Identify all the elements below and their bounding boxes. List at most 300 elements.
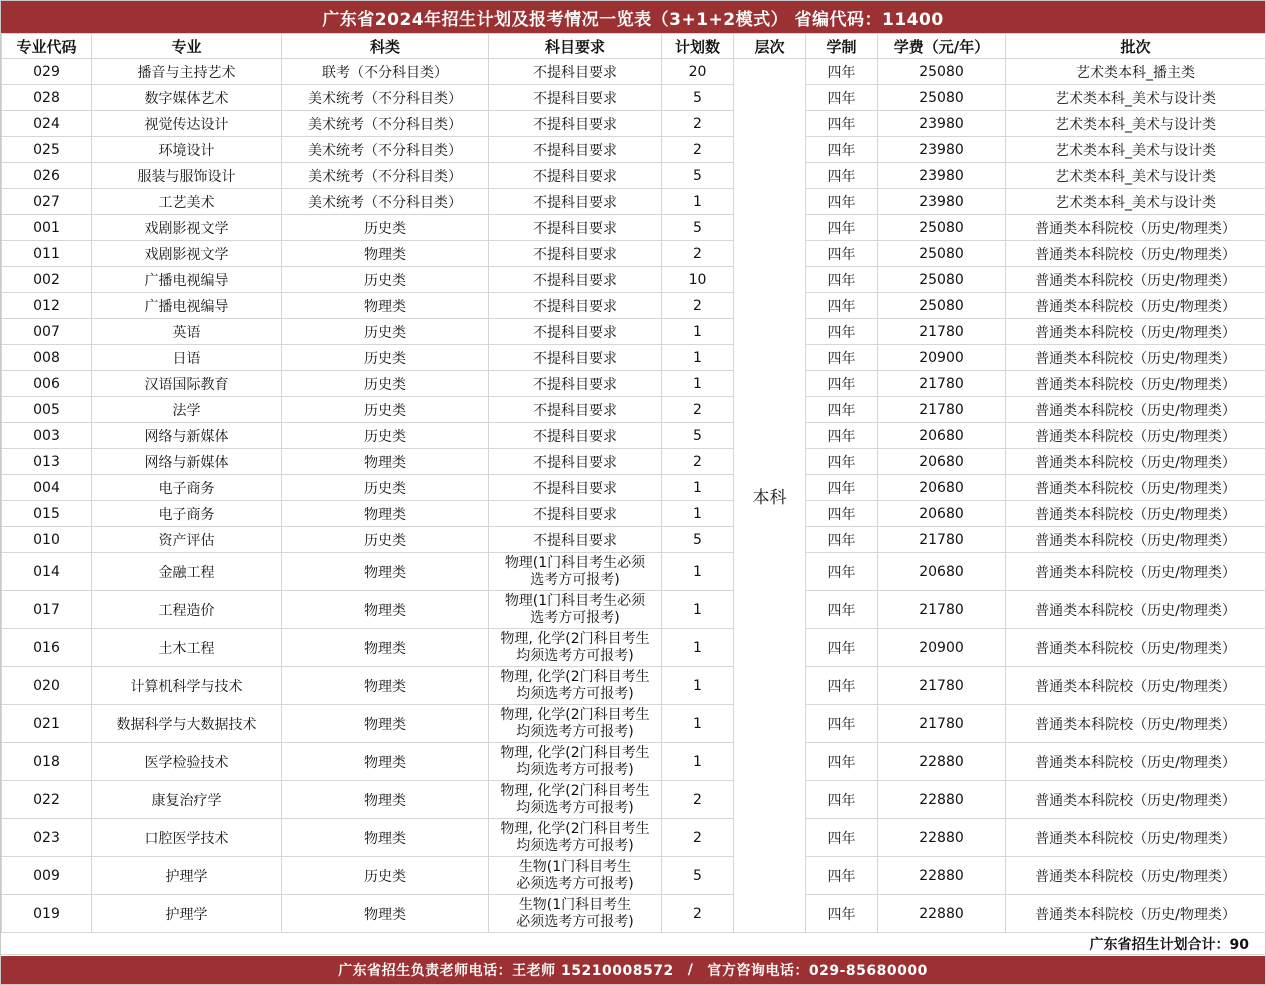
cell-subject-requirement xyxy=(489,743,662,781)
cell-subject-requirement xyxy=(489,527,662,553)
cell-plan-count: 2 xyxy=(662,781,734,819)
cell-batch: 普通类本科院校（历史/物理类） xyxy=(1006,501,1266,527)
cell-plan-count: 2 xyxy=(662,137,734,163)
table-row xyxy=(2,743,1266,781)
cell-plan-count: 1 xyxy=(662,345,734,371)
cell-duration: 四年 xyxy=(806,475,878,501)
table-row xyxy=(2,137,1266,163)
cell-category: 物理类 xyxy=(282,819,489,857)
header-code: 专业代码 xyxy=(2,34,92,59)
cell-subject-requirement xyxy=(489,667,662,705)
cell-batch: 普通类本科院校（历史/物理类） xyxy=(1006,857,1266,895)
contact-footer xyxy=(1,956,1265,984)
cell-duration: 四年 xyxy=(806,345,878,371)
cell-category: 物理类 xyxy=(282,781,489,819)
cell-major: 播音与主持艺术 xyxy=(92,59,282,85)
cell-duration: 四年 xyxy=(806,501,878,527)
cell-code: 021 xyxy=(2,705,92,743)
cell-plan-count: 10 xyxy=(662,267,734,293)
cell-plan-count: 1 xyxy=(662,705,734,743)
cell-code: 008 xyxy=(2,345,92,371)
header-category: 科类 xyxy=(282,34,489,59)
cell-batch: 普通类本科院校（历史/物理类） xyxy=(1006,371,1266,397)
plan-total: 广东省招生计划合计：90 xyxy=(1,933,1265,955)
requirement-line: 不提科目要求 xyxy=(533,402,617,419)
cell-duration: 四年 xyxy=(806,591,878,629)
cell-category: 美术统考（不分科目类） xyxy=(282,137,489,163)
cell-plan-count: 5 xyxy=(662,163,734,189)
table-row xyxy=(2,423,1266,449)
requirement-line: 不提科目要求 xyxy=(533,428,617,445)
cell-category: 历史类 xyxy=(282,267,489,293)
table-row xyxy=(2,857,1266,895)
cell-batch: 普通类本科院校（历史/物理类） xyxy=(1006,667,1266,705)
table-row xyxy=(2,553,1266,591)
cell-code: 025 xyxy=(2,137,92,163)
footer-separator: / xyxy=(687,962,694,978)
table-row xyxy=(2,215,1266,241)
table-row xyxy=(2,85,1266,111)
cell-batch: 普通类本科院校（历史/物理类） xyxy=(1006,397,1266,423)
cell-batch: 艺术类本科_美术与设计类 xyxy=(1006,163,1266,189)
cell-duration: 四年 xyxy=(806,163,878,189)
table-row xyxy=(2,371,1266,397)
requirement-line: 物理, 化学(2门科目考生 xyxy=(500,668,650,685)
cell-category: 历史类 xyxy=(282,371,489,397)
cell-batch: 普通类本科院校（历史/物理类） xyxy=(1006,345,1266,371)
cell-major: 资产评估 xyxy=(92,527,282,553)
cell-duration: 四年 xyxy=(806,111,878,137)
cell-plan-count: 1 xyxy=(662,319,734,345)
requirement-line: 不提科目要求 xyxy=(533,272,617,289)
cell-major: 数字媒体艺术 xyxy=(92,85,282,111)
requirement-line: 物理(1门科目考生必须 xyxy=(504,592,646,609)
cell-category: 历史类 xyxy=(282,345,489,371)
table-row xyxy=(2,189,1266,215)
cell-category: 物理类 xyxy=(282,895,489,933)
cell-code: 019 xyxy=(2,895,92,933)
requirement-line: 生物(1门科目考生 xyxy=(518,896,632,913)
requirement-line: 不提科目要求 xyxy=(533,220,617,237)
cell-plan-count: 1 xyxy=(662,475,734,501)
requirement-line: 均须选考方可报考) xyxy=(516,647,634,664)
cell-major: 视觉传达设计 xyxy=(92,111,282,137)
requirement-line: 不提科目要求 xyxy=(533,532,617,549)
cell-major: 环境设计 xyxy=(92,137,282,163)
cell-category: 物理类 xyxy=(282,241,489,267)
cell-batch: 普通类本科院校（历史/物理类） xyxy=(1006,215,1266,241)
cell-duration: 四年 xyxy=(806,553,878,591)
table-row xyxy=(2,629,1266,667)
cell-batch: 普通类本科院校（历史/物理类） xyxy=(1006,591,1266,629)
cell-code: 014 xyxy=(2,553,92,591)
footer-hotline: 官方咨询电话：029-85680000 xyxy=(707,963,928,979)
table-row xyxy=(2,111,1266,137)
cell-duration: 四年 xyxy=(806,781,878,819)
cell-subject-requirement xyxy=(489,819,662,857)
cell-subject-requirement xyxy=(489,137,662,163)
cell-code: 005 xyxy=(2,397,92,423)
cell-plan-count: 5 xyxy=(662,85,734,111)
cell-tuition: 23980 xyxy=(878,111,1006,137)
cell-duration: 四年 xyxy=(806,241,878,267)
cell-tuition: 22880 xyxy=(878,743,1006,781)
cell-category: 物理类 xyxy=(282,591,489,629)
cell-code: 007 xyxy=(2,319,92,345)
cell-code: 022 xyxy=(2,781,92,819)
cell-tuition: 20680 xyxy=(878,449,1006,475)
cell-category: 美术统考（不分科目类） xyxy=(282,163,489,189)
table-row xyxy=(2,705,1266,743)
cell-subject-requirement xyxy=(489,267,662,293)
cell-tuition: 21780 xyxy=(878,371,1006,397)
cell-tuition: 21780 xyxy=(878,319,1006,345)
cell-plan-count: 5 xyxy=(662,527,734,553)
cell-batch: 普通类本科院校（历史/物理类） xyxy=(1006,423,1266,449)
cell-major: 口腔医学技术 xyxy=(92,819,282,857)
cell-category: 历史类 xyxy=(282,397,489,423)
header-plan-count: 计划数 xyxy=(662,34,734,59)
cell-subject-requirement xyxy=(489,293,662,319)
cell-category: 物理类 xyxy=(282,553,489,591)
cell-level: 本科 xyxy=(734,59,806,933)
cell-tuition: 21780 xyxy=(878,667,1006,705)
cell-duration: 四年 xyxy=(806,397,878,423)
cell-subject-requirement xyxy=(489,591,662,629)
requirement-line: 不提科目要求 xyxy=(533,168,617,185)
requirement-line: 不提科目要求 xyxy=(533,142,617,159)
cell-code: 006 xyxy=(2,371,92,397)
cell-plan-count: 20 xyxy=(662,59,734,85)
cell-batch: 艺术类本科_播主类 xyxy=(1006,59,1266,85)
cell-plan-count: 1 xyxy=(662,501,734,527)
cell-category: 历史类 xyxy=(282,857,489,895)
cell-batch: 艺术类本科_美术与设计类 xyxy=(1006,137,1266,163)
cell-plan-count: 2 xyxy=(662,895,734,933)
cell-category: 美术统考（不分科目类） xyxy=(282,111,489,137)
cell-category: 物理类 xyxy=(282,705,489,743)
cell-major: 英语 xyxy=(92,319,282,345)
cell-plan-count: 2 xyxy=(662,293,734,319)
cell-subject-requirement xyxy=(489,189,662,215)
header-level: 层次 xyxy=(734,34,806,59)
cell-code: 003 xyxy=(2,423,92,449)
cell-batch: 普通类本科院校（历史/物理类） xyxy=(1006,705,1266,743)
cell-duration: 四年 xyxy=(806,819,878,857)
table-row xyxy=(2,163,1266,189)
header-batch: 批次 xyxy=(1006,34,1266,59)
cell-tuition: 20900 xyxy=(878,629,1006,667)
cell-code: 012 xyxy=(2,293,92,319)
cell-major: 工程造价 xyxy=(92,591,282,629)
cell-duration: 四年 xyxy=(806,667,878,705)
cell-duration: 四年 xyxy=(806,629,878,667)
cell-tuition: 21780 xyxy=(878,705,1006,743)
requirement-line: 物理, 化学(2门科目考生 xyxy=(500,744,650,761)
cell-major: 数据科学与大数据技术 xyxy=(92,705,282,743)
cell-major: 电子商务 xyxy=(92,475,282,501)
requirement-line: 均须选考方可报考) xyxy=(516,761,634,778)
cell-code: 013 xyxy=(2,449,92,475)
cell-tuition: 22880 xyxy=(878,781,1006,819)
table-row xyxy=(2,819,1266,857)
requirement-line: 必须选考方可报考) xyxy=(516,875,634,892)
cell-category: 物理类 xyxy=(282,293,489,319)
table-header-row xyxy=(2,34,1266,59)
cell-category: 物理类 xyxy=(282,629,489,667)
requirement-line: 不提科目要求 xyxy=(533,350,617,367)
cell-plan-count: 1 xyxy=(662,553,734,591)
cell-code: 026 xyxy=(2,163,92,189)
cell-plan-count: 5 xyxy=(662,857,734,895)
header-major: 专业 xyxy=(92,34,282,59)
requirement-line: 选考方可报考) xyxy=(530,609,620,626)
cell-subject-requirement xyxy=(489,397,662,423)
cell-category: 物理类 xyxy=(282,667,489,705)
cell-code: 011 xyxy=(2,241,92,267)
enrollment-table xyxy=(1,33,1266,933)
requirement-line: 均须选考方可报考) xyxy=(516,837,634,854)
table-row xyxy=(2,527,1266,553)
requirement-line: 不提科目要求 xyxy=(533,480,617,497)
cell-subject-requirement xyxy=(489,629,662,667)
cell-duration: 四年 xyxy=(806,59,878,85)
cell-plan-count: 2 xyxy=(662,819,734,857)
header-tuition: 学费（元/年） xyxy=(878,34,1006,59)
cell-plan-count: 5 xyxy=(662,215,734,241)
cell-major: 土木工程 xyxy=(92,629,282,667)
cell-major: 金融工程 xyxy=(92,553,282,591)
cell-batch: 普通类本科院校（历史/物理类） xyxy=(1006,449,1266,475)
cell-major: 法学 xyxy=(92,397,282,423)
cell-tuition: 21780 xyxy=(878,527,1006,553)
cell-code: 018 xyxy=(2,743,92,781)
table-row xyxy=(2,501,1266,527)
cell-major: 医学检验技术 xyxy=(92,743,282,781)
cell-subject-requirement xyxy=(489,895,662,933)
cell-code: 020 xyxy=(2,667,92,705)
cell-duration: 四年 xyxy=(806,527,878,553)
cell-tuition: 22880 xyxy=(878,895,1006,933)
table-row xyxy=(2,241,1266,267)
cell-code: 023 xyxy=(2,819,92,857)
cell-batch: 普通类本科院校（历史/物理类） xyxy=(1006,743,1266,781)
cell-major: 广播电视编导 xyxy=(92,293,282,319)
table-row xyxy=(2,449,1266,475)
cell-tuition: 21780 xyxy=(878,591,1006,629)
cell-tuition: 20680 xyxy=(878,475,1006,501)
cell-subject-requirement xyxy=(489,215,662,241)
cell-category: 历史类 xyxy=(282,423,489,449)
cell-code: 029 xyxy=(2,59,92,85)
cell-major: 广播电视编导 xyxy=(92,267,282,293)
cell-duration: 四年 xyxy=(806,319,878,345)
cell-code: 028 xyxy=(2,85,92,111)
cell-tuition: 25080 xyxy=(878,267,1006,293)
cell-major: 护理学 xyxy=(92,857,282,895)
cell-tuition: 25080 xyxy=(878,85,1006,111)
cell-plan-count: 1 xyxy=(662,667,734,705)
cell-duration: 四年 xyxy=(806,189,878,215)
cell-subject-requirement xyxy=(489,553,662,591)
cell-category: 历史类 xyxy=(282,215,489,241)
table-body xyxy=(2,59,1266,933)
cell-major: 汉语国际教育 xyxy=(92,371,282,397)
cell-category: 历史类 xyxy=(282,319,489,345)
cell-tuition: 23980 xyxy=(878,189,1006,215)
cell-code: 016 xyxy=(2,629,92,667)
table-row xyxy=(2,319,1266,345)
cell-duration: 四年 xyxy=(806,705,878,743)
cell-category: 历史类 xyxy=(282,475,489,501)
table-row xyxy=(2,267,1266,293)
cell-category: 物理类 xyxy=(282,501,489,527)
requirement-line: 不提科目要求 xyxy=(533,376,617,393)
cell-tuition: 22880 xyxy=(878,819,1006,857)
cell-major: 护理学 xyxy=(92,895,282,933)
cell-tuition: 20680 xyxy=(878,423,1006,449)
cell-batch: 普通类本科院校（历史/物理类） xyxy=(1006,895,1266,933)
cell-batch: 普通类本科院校（历史/物理类） xyxy=(1006,629,1266,667)
table-row xyxy=(2,667,1266,705)
cell-subject-requirement xyxy=(489,371,662,397)
cell-code: 004 xyxy=(2,475,92,501)
cell-category: 联考（不分科目类） xyxy=(282,59,489,85)
requirement-line: 均须选考方可报考) xyxy=(516,799,634,816)
cell-major: 日语 xyxy=(92,345,282,371)
requirement-line: 不提科目要求 xyxy=(533,90,617,107)
requirement-line: 物理(1门科目考生必须 xyxy=(504,554,646,571)
cell-subject-requirement xyxy=(489,423,662,449)
cell-subject-requirement xyxy=(489,59,662,85)
cell-subject-requirement xyxy=(489,241,662,267)
cell-code: 009 xyxy=(2,857,92,895)
requirement-line: 必须选考方可报考) xyxy=(516,913,634,930)
cell-plan-count: 2 xyxy=(662,397,734,423)
cell-subject-requirement xyxy=(489,857,662,895)
cell-subject-requirement xyxy=(489,345,662,371)
table-row xyxy=(2,345,1266,371)
cell-plan-count: 1 xyxy=(662,189,734,215)
requirement-line: 不提科目要求 xyxy=(533,506,617,523)
cell-category: 物理类 xyxy=(282,449,489,475)
cell-batch: 普通类本科院校（历史/物理类） xyxy=(1006,241,1266,267)
cell-duration: 四年 xyxy=(806,857,878,895)
cell-duration: 四年 xyxy=(806,449,878,475)
requirement-line: 不提科目要求 xyxy=(533,298,617,315)
cell-code: 001 xyxy=(2,215,92,241)
cell-duration: 四年 xyxy=(806,293,878,319)
table-row xyxy=(2,781,1266,819)
cell-code: 002 xyxy=(2,267,92,293)
cell-subject-requirement xyxy=(489,705,662,743)
cell-subject-requirement xyxy=(489,85,662,111)
requirement-line: 均须选考方可报考) xyxy=(516,723,634,740)
cell-duration: 四年 xyxy=(806,267,878,293)
cell-plan-count: 1 xyxy=(662,629,734,667)
cell-tuition: 21780 xyxy=(878,397,1006,423)
cell-category: 美术统考（不分科目类） xyxy=(282,189,489,215)
requirement-line: 不提科目要求 xyxy=(533,194,617,211)
cell-tuition: 25080 xyxy=(878,59,1006,85)
footer-contact: 广东省招生负责老师电话：王老师 15210008572 xyxy=(338,963,674,979)
requirement-line: 均须选考方可报考) xyxy=(516,685,634,702)
cell-batch: 艺术类本科_美术与设计类 xyxy=(1006,111,1266,137)
table-row xyxy=(2,591,1266,629)
cell-plan-count: 2 xyxy=(662,241,734,267)
cell-batch: 普通类本科院校（历史/物理类） xyxy=(1006,319,1266,345)
cell-code: 017 xyxy=(2,591,92,629)
table-row xyxy=(2,895,1266,933)
cell-tuition: 22880 xyxy=(878,857,1006,895)
requirement-line: 生物(1门科目考生 xyxy=(518,858,632,875)
requirement-line: 不提科目要求 xyxy=(533,246,617,263)
requirement-line: 物理, 化学(2门科目考生 xyxy=(500,706,650,723)
requirement-line: 不提科目要求 xyxy=(533,454,617,471)
cell-tuition: 25080 xyxy=(878,293,1006,319)
cell-subject-requirement xyxy=(489,449,662,475)
cell-code: 024 xyxy=(2,111,92,137)
requirement-line: 物理, 化学(2门科目考生 xyxy=(500,630,650,647)
cell-batch: 艺术类本科_美术与设计类 xyxy=(1006,189,1266,215)
cell-code: 027 xyxy=(2,189,92,215)
cell-duration: 四年 xyxy=(806,371,878,397)
requirement-line: 不提科目要求 xyxy=(533,324,617,341)
cell-code: 015 xyxy=(2,501,92,527)
cell-subject-requirement xyxy=(489,319,662,345)
cell-major: 戏剧影视文学 xyxy=(92,241,282,267)
cell-major: 网络与新媒体 xyxy=(92,423,282,449)
requirement-line: 物理, 化学(2门科目考生 xyxy=(500,782,650,799)
cell-batch: 普通类本科院校（历史/物理类） xyxy=(1006,293,1266,319)
header-duration: 学制 xyxy=(806,34,878,59)
cell-tuition: 20680 xyxy=(878,553,1006,591)
cell-tuition: 20680 xyxy=(878,501,1006,527)
cell-duration: 四年 xyxy=(806,85,878,111)
cell-duration: 四年 xyxy=(806,137,878,163)
cell-major: 服装与服饰设计 xyxy=(92,163,282,189)
cell-tuition: 23980 xyxy=(878,137,1006,163)
cell-subject-requirement xyxy=(489,781,662,819)
cell-duration: 四年 xyxy=(806,895,878,933)
cell-category: 历史类 xyxy=(282,527,489,553)
header-subject-requirement: 科目要求 xyxy=(489,34,662,59)
cell-category: 物理类 xyxy=(282,743,489,781)
page-title: 广东省2024年招生计划及报考情况一览表（3+1+2模式） 省编代码：11400 xyxy=(1,1,1265,33)
cell-category: 美术统考（不分科目类） xyxy=(282,85,489,111)
requirement-line: 不提科目要求 xyxy=(533,116,617,133)
cell-plan-count: 1 xyxy=(662,743,734,781)
requirement-line: 选考方可报考) xyxy=(530,571,620,588)
cell-tuition: 20900 xyxy=(878,345,1006,371)
cell-plan-count: 1 xyxy=(662,591,734,629)
cell-major: 康复治疗学 xyxy=(92,781,282,819)
cell-major: 工艺美术 xyxy=(92,189,282,215)
cell-batch: 普通类本科院校（历史/物理类） xyxy=(1006,553,1266,591)
cell-duration: 四年 xyxy=(806,215,878,241)
cell-subject-requirement xyxy=(489,111,662,137)
table-row xyxy=(2,293,1266,319)
cell-plan-count: 2 xyxy=(662,111,734,137)
cell-plan-count: 1 xyxy=(662,371,734,397)
cell-major: 戏剧影视文学 xyxy=(92,215,282,241)
cell-tuition: 25080 xyxy=(878,241,1006,267)
cell-tuition: 25080 xyxy=(878,215,1006,241)
cell-duration: 四年 xyxy=(806,423,878,449)
requirement-line: 物理, 化学(2门科目考生 xyxy=(500,820,650,837)
cell-major: 网络与新媒体 xyxy=(92,449,282,475)
cell-batch: 普通类本科院校（历史/物理类） xyxy=(1006,819,1266,857)
